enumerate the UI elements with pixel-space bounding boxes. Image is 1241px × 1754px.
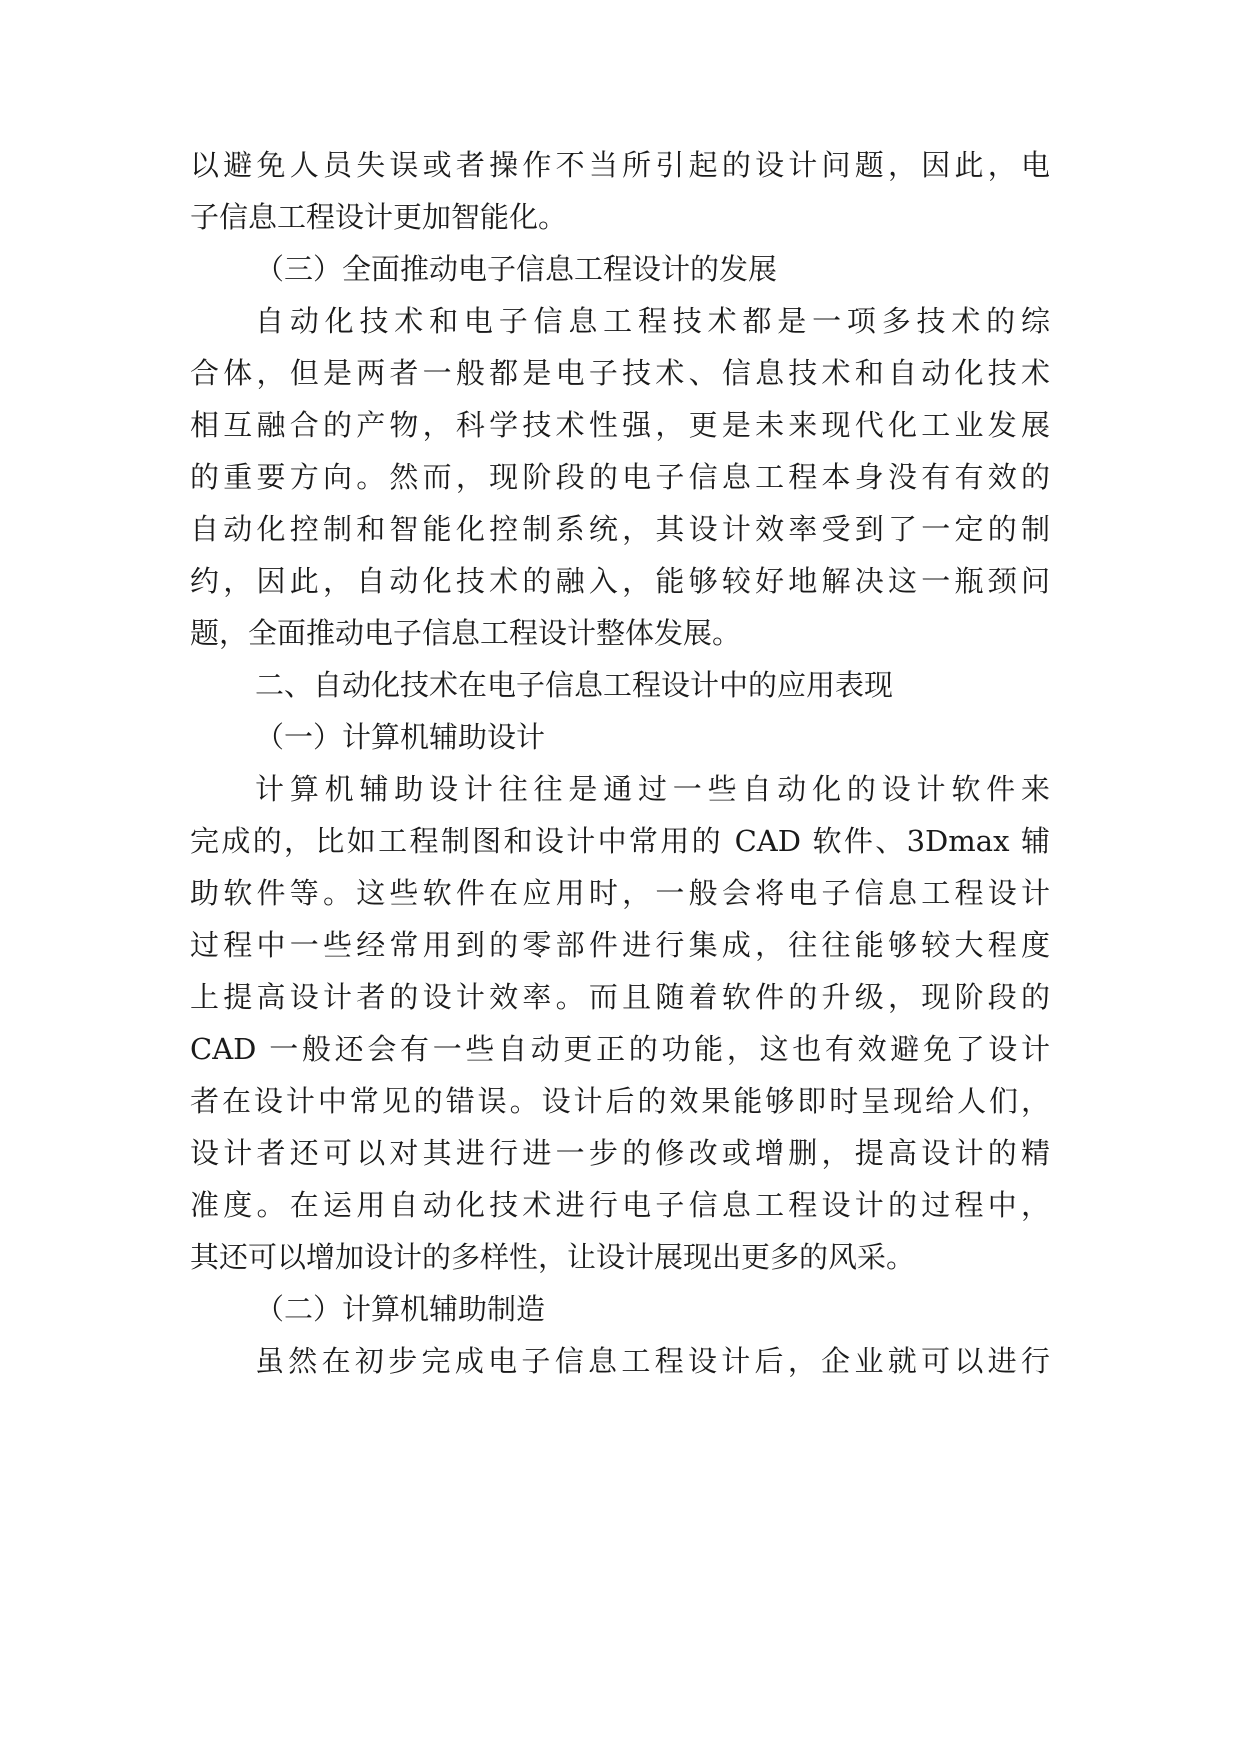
text-line-1: 以避免人员失误或者操作不当所引起的设计问题，因此，电 [190, 148, 1050, 182]
text-line-18: CAD 一般还会有一些自动更正的功能，这也有效避免了设计 [190, 1032, 1050, 1066]
text-line-20: 设计者还可以对其进行进一步的修改或增删，提高设计的精 [190, 1136, 1050, 1170]
text-line-6: 相互融合的产物，科学技术性强，更是未来现代化工业发展 [190, 408, 1050, 442]
section-heading-2: 二、自动化技术在电子信息工程设计中的应用表现 [255, 668, 894, 702]
text-line-13: 计算机辅助设计往往是通过一些自动化的设计软件来 [255, 772, 1050, 806]
text-line-4: 自动化技术和电子信息工程技术都是一项多技术的综 [255, 304, 1050, 338]
text-line-15: 助软件等。这些软件在应用时，一般会将电子信息工程设计 [190, 876, 1050, 910]
text-line-19: 者在设计中常见的错误。设计后的效果能够即时呈现给人们， [190, 1084, 1050, 1118]
text-line-5: 合体，但是两者一般都是电子技术、信息技术和自动化技术 [190, 356, 1050, 390]
text-line-10: 题，全面推动电子信息工程设计整体发展。 [190, 616, 742, 650]
text-line-21: 准度。在运用自动化技术进行电子信息工程设计的过程中， [190, 1188, 1050, 1222]
text-line-16: 过程中一些经常用到的零部件进行集成，往往能够较大程度 [190, 928, 1050, 962]
text-line-7: 的重要方向。然而，现阶段的电子信息工程本身没有有效的 [190, 460, 1050, 494]
text-line-9: 约，因此，自动化技术的融入，能够较好地解决这一瓶颈问 [190, 564, 1050, 598]
text-line-22: 其还可以增加设计的多样性，让设计展现出更多的风采。 [190, 1240, 916, 1274]
section-heading-3: （三）全面推动电子信息工程设计的发展 [255, 252, 778, 286]
subsection-heading-1: （一）计算机辅助设计 [255, 720, 546, 754]
text-line-8: 自动化控制和智能化控制系统，其设计效率受到了一定的制 [190, 512, 1050, 546]
text-line-2: 子信息工程设计更加智能化。 [190, 200, 568, 234]
subsection-heading-2: （二）计算机辅助制造 [255, 1292, 546, 1326]
text-line-17: 上提高设计者的设计效率。而且随着软件的升级，现阶段的 [190, 980, 1050, 1014]
text-line-24: 虽然在初步完成电子信息工程设计后，企业就可以进行 [255, 1344, 1050, 1378]
text-line-14: 完成的，比如工程制图和设计中常用的 CAD 软件、3Dmax 辅 [190, 824, 1050, 858]
